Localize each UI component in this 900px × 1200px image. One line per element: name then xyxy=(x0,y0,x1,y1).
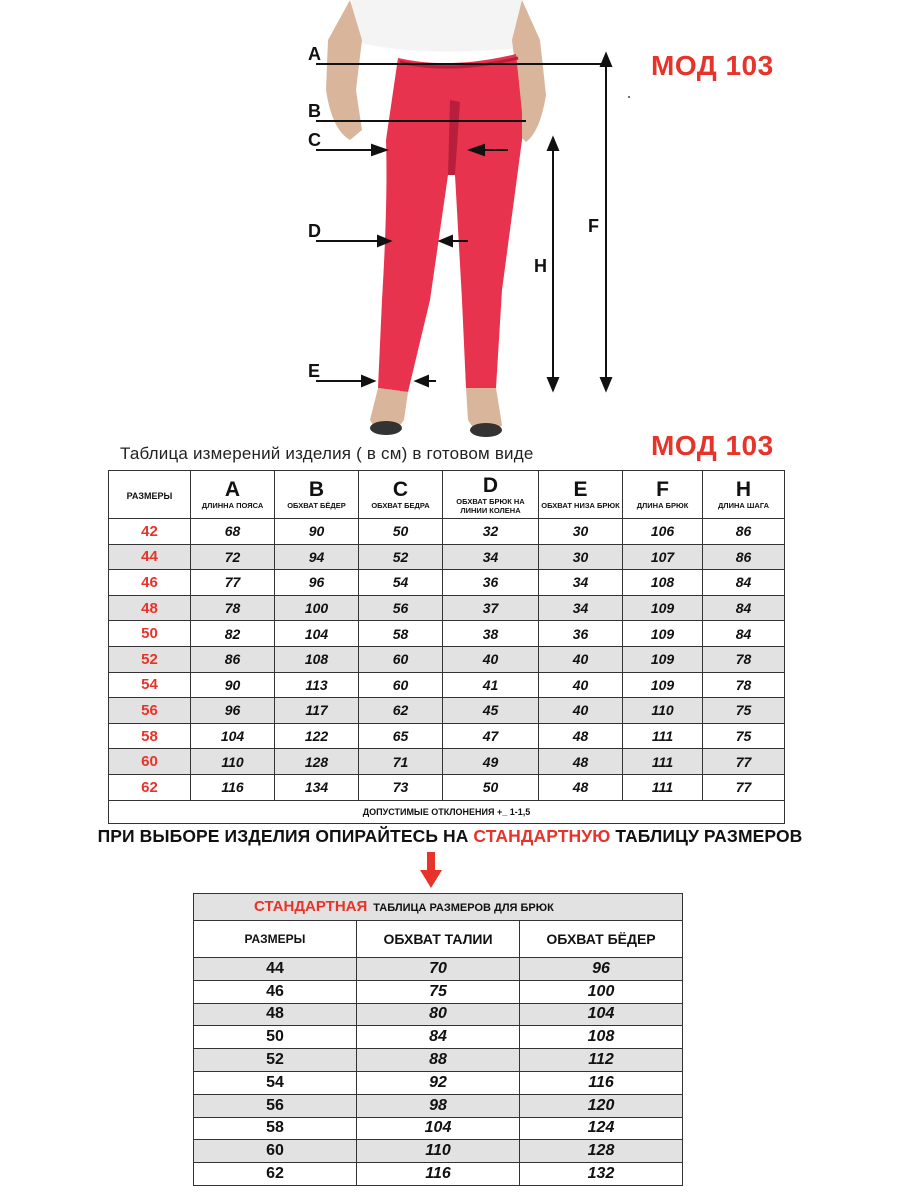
value-cell: 84 xyxy=(703,621,785,647)
size-cell: 54 xyxy=(109,672,191,698)
standard-size-cell: 62 xyxy=(194,1163,357,1186)
value-cell: 82 xyxy=(191,621,275,647)
value-cell: 48 xyxy=(539,749,623,775)
measurement-row xyxy=(109,774,785,800)
standard-row xyxy=(194,1094,683,1117)
value-cell: 78 xyxy=(703,646,785,672)
value-cell: 109 xyxy=(623,595,703,621)
size-cell: 46 xyxy=(109,570,191,596)
value-cell: 107 xyxy=(623,544,703,570)
value-cell: 86 xyxy=(703,519,785,545)
standard-value-cell: 96 xyxy=(520,958,683,981)
value-cell: 56 xyxy=(359,595,443,621)
standard-value-cell: 120 xyxy=(520,1094,683,1117)
value-cell: 90 xyxy=(191,672,275,698)
standard-size-cell: 54 xyxy=(194,1071,357,1094)
value-cell: 109 xyxy=(623,646,703,672)
standard-size-cell: 60 xyxy=(194,1140,357,1163)
standard-row xyxy=(194,1026,683,1049)
standard-size-cell: 56 xyxy=(194,1094,357,1117)
standard-header-size: РАЗМЕРЫ xyxy=(194,921,357,958)
size-cell: 42 xyxy=(109,519,191,545)
value-cell: 77 xyxy=(703,749,785,775)
measurement-row xyxy=(109,595,785,621)
advice-highlight: СТАНДАРТНУЮ xyxy=(473,826,611,846)
value-cell: 60 xyxy=(359,672,443,698)
measurements-table xyxy=(108,470,785,824)
label-d: D xyxy=(308,221,321,241)
value-cell: 113 xyxy=(275,672,359,698)
column-header-f: F ДЛИНА БРЮК xyxy=(623,471,703,519)
value-cell: 77 xyxy=(191,570,275,596)
value-cell: 49 xyxy=(443,749,539,775)
size-cell: 56 xyxy=(109,698,191,724)
standard-value-cell: 110 xyxy=(357,1140,520,1163)
standard-size-cell: 50 xyxy=(194,1026,357,1049)
standard-value-cell: 124 xyxy=(520,1117,683,1140)
value-cell: 104 xyxy=(191,723,275,749)
pants-measurement-figure xyxy=(290,0,630,445)
standard-row xyxy=(194,1049,683,1072)
label-a: A xyxy=(308,44,321,64)
measurements-header-row xyxy=(109,471,785,519)
value-cell: 71 xyxy=(359,749,443,775)
value-cell: 65 xyxy=(359,723,443,749)
value-cell: 78 xyxy=(703,672,785,698)
column-header-b: B ОБХВАТ БЁДЕР xyxy=(275,471,359,519)
value-cell: 68 xyxy=(191,519,275,545)
value-cell: 110 xyxy=(191,749,275,775)
standard-value-cell: 70 xyxy=(357,958,520,981)
value-cell: 110 xyxy=(623,698,703,724)
standard-value-cell: 104 xyxy=(357,1117,520,1140)
standard-value-cell: 132 xyxy=(520,1163,683,1186)
value-cell: 75 xyxy=(703,723,785,749)
column-header-c: C ОБХВАТ БЕДРА xyxy=(359,471,443,519)
measurement-row xyxy=(109,646,785,672)
standard-value-cell: 116 xyxy=(520,1071,683,1094)
pants-illustration xyxy=(290,0,630,445)
standard-value-cell: 98 xyxy=(357,1094,520,1117)
standard-value-cell: 104 xyxy=(520,1003,683,1026)
value-cell: 106 xyxy=(623,519,703,545)
value-cell: 38 xyxy=(443,621,539,647)
value-cell: 73 xyxy=(359,774,443,800)
value-cell: 37 xyxy=(443,595,539,621)
standard-row xyxy=(194,980,683,1003)
standard-value-cell: 112 xyxy=(520,1049,683,1072)
standard-size-table xyxy=(193,893,683,1186)
size-cell: 52 xyxy=(109,646,191,672)
advice-text xyxy=(0,826,900,847)
standard-size-cell: 46 xyxy=(194,980,357,1003)
value-cell: 86 xyxy=(191,646,275,672)
size-cell: 62 xyxy=(109,774,191,800)
size-cell: 50 xyxy=(109,621,191,647)
value-cell: 47 xyxy=(443,723,539,749)
advice-before: ПРИ ВЫБОРЕ ИЗДЕЛИЯ ОПИРАЙТЕСЬ НА xyxy=(97,826,474,846)
measurement-row xyxy=(109,672,785,698)
value-cell: 41 xyxy=(443,672,539,698)
standard-title-red: СТАНДАРТНАЯ xyxy=(254,898,368,915)
value-cell: 96 xyxy=(275,570,359,596)
value-cell: 90 xyxy=(275,519,359,545)
standard-row xyxy=(194,1117,683,1140)
standard-row xyxy=(194,1003,683,1026)
column-header-d: D ОБХВАТ БРЮК НА ЛИНИИ КОЛЕНА xyxy=(443,471,539,519)
value-cell: 40 xyxy=(539,646,623,672)
value-cell: 30 xyxy=(539,519,623,545)
measurement-row xyxy=(109,698,785,724)
value-cell: 62 xyxy=(359,698,443,724)
value-cell: 48 xyxy=(539,723,623,749)
standard-value-cell: 75 xyxy=(357,980,520,1003)
value-cell: 84 xyxy=(703,570,785,596)
size-cell: 58 xyxy=(109,723,191,749)
dot-mark xyxy=(628,96,630,98)
size-cell: 48 xyxy=(109,595,191,621)
value-cell: 109 xyxy=(623,672,703,698)
standard-value-cell: 84 xyxy=(357,1026,520,1049)
value-cell: 34 xyxy=(539,570,623,596)
standard-header-row xyxy=(194,921,683,958)
value-cell: 34 xyxy=(539,595,623,621)
arrow-down-icon xyxy=(420,852,442,888)
value-cell: 32 xyxy=(443,519,539,545)
label-c: C xyxy=(308,130,321,150)
measurement-row xyxy=(109,570,785,596)
standard-value-cell: 108 xyxy=(520,1026,683,1049)
measurement-row xyxy=(109,723,785,749)
measurement-row xyxy=(109,621,785,647)
value-cell: 48 xyxy=(539,774,623,800)
label-h: H xyxy=(534,256,547,276)
value-cell: 36 xyxy=(539,621,623,647)
standard-row xyxy=(194,1071,683,1094)
size-cell: 60 xyxy=(109,749,191,775)
size-cell: 44 xyxy=(109,544,191,570)
value-cell: 96 xyxy=(191,698,275,724)
standard-size-cell: 48 xyxy=(194,1003,357,1026)
value-cell: 58 xyxy=(359,621,443,647)
value-cell: 72 xyxy=(191,544,275,570)
value-cell: 52 xyxy=(359,544,443,570)
value-cell: 86 xyxy=(703,544,785,570)
tolerance-note: ДОПУСТИМЫЕ ОТКЛОНЕНИЯ +_ 1-1,5 xyxy=(109,800,785,823)
label-b: B xyxy=(308,101,321,121)
value-cell: 104 xyxy=(275,621,359,647)
model-title-top: МОД 103 xyxy=(651,50,774,81)
value-cell: 75 xyxy=(703,698,785,724)
value-cell: 77 xyxy=(703,774,785,800)
measurement-row xyxy=(109,749,785,775)
value-cell: 78 xyxy=(191,595,275,621)
standard-value-cell: 100 xyxy=(520,980,683,1003)
value-cell: 36 xyxy=(443,570,539,596)
column-header-a: A ДЛИННА ПОЯСА xyxy=(191,471,275,519)
value-cell: 108 xyxy=(623,570,703,596)
measurement-row xyxy=(109,544,785,570)
standard-value-cell: 128 xyxy=(520,1140,683,1163)
model-title-table: МОД 103 xyxy=(651,430,774,461)
value-cell: 111 xyxy=(623,774,703,800)
column-header-h: H ДЛИНА ШАГА xyxy=(703,471,785,519)
value-cell: 40 xyxy=(539,672,623,698)
standard-value-cell: 116 xyxy=(357,1163,520,1186)
standard-header-waist: ОБХВАТ ТАЛИИ xyxy=(357,921,520,958)
standard-title-rest: ТАБЛИЦА РАЗМЕРОВ ДЛЯ БРЮК xyxy=(373,902,554,914)
value-cell: 30 xyxy=(539,544,623,570)
value-cell: 50 xyxy=(443,774,539,800)
standard-size-cell: 52 xyxy=(194,1049,357,1072)
value-cell: 50 xyxy=(359,519,443,545)
value-cell: 111 xyxy=(623,749,703,775)
value-cell: 40 xyxy=(443,646,539,672)
table-caption: Таблица измерений изделия ( в см) в готовом виде xyxy=(120,444,534,463)
standard-value-cell: 88 xyxy=(357,1049,520,1072)
value-cell: 100 xyxy=(275,595,359,621)
value-cell: 94 xyxy=(275,544,359,570)
advice-after: ТАБЛИЦУ РАЗМЕРОВ xyxy=(610,826,803,846)
standard-value-cell: 92 xyxy=(357,1071,520,1094)
value-cell: 45 xyxy=(443,698,539,724)
standard-row xyxy=(194,1140,683,1163)
standard-row xyxy=(194,1163,683,1186)
label-e: E xyxy=(308,361,321,381)
column-header-e: E ОБХВАТ НИЗА БРЮК xyxy=(539,471,623,519)
standard-title-row xyxy=(194,894,683,921)
value-cell: 117 xyxy=(275,698,359,724)
value-cell: 128 xyxy=(275,749,359,775)
value-cell: 109 xyxy=(623,621,703,647)
standard-header-hips: ОБХВАТ БЁДЕР xyxy=(520,921,683,958)
value-cell: 122 xyxy=(275,723,359,749)
measurement-row xyxy=(109,519,785,545)
standard-value-cell: 80 xyxy=(357,1003,520,1026)
standard-row xyxy=(194,958,683,981)
value-cell: 84 xyxy=(703,595,785,621)
size-header: РАЗМЕРЫ xyxy=(109,471,191,519)
label-f: F xyxy=(588,216,599,236)
value-cell: 40 xyxy=(539,698,623,724)
value-cell: 116 xyxy=(191,774,275,800)
value-cell: 34 xyxy=(443,544,539,570)
value-cell: 54 xyxy=(359,570,443,596)
standard-size-cell: 58 xyxy=(194,1117,357,1140)
value-cell: 108 xyxy=(275,646,359,672)
standard-size-cell: 44 xyxy=(194,958,357,981)
value-cell: 60 xyxy=(359,646,443,672)
value-cell: 134 xyxy=(275,774,359,800)
value-cell: 111 xyxy=(623,723,703,749)
